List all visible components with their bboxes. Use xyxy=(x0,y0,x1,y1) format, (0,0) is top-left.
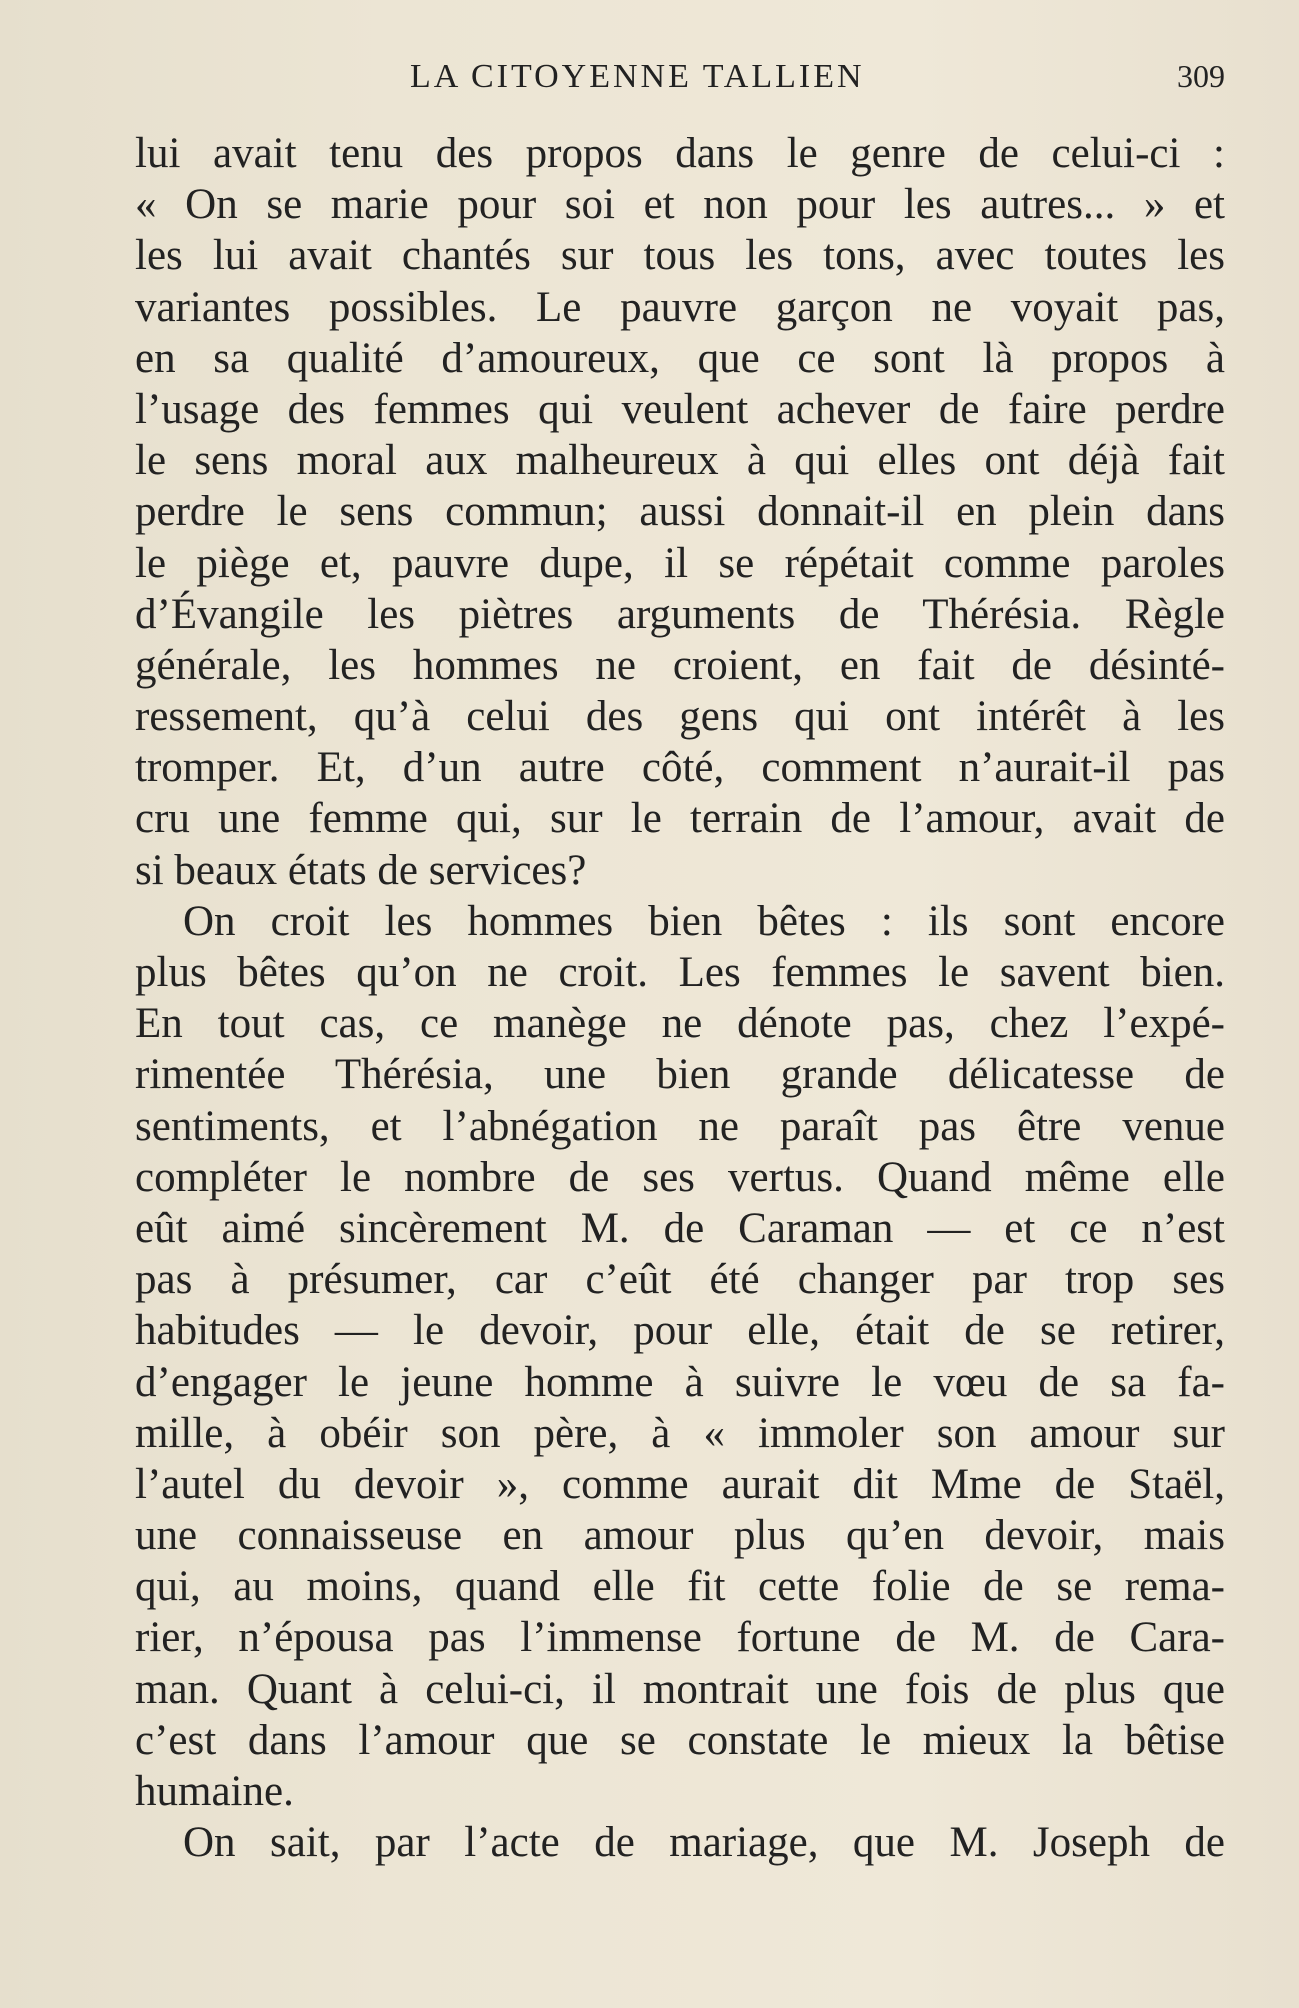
text-line: eût aimé sincèrement M. de Caraman — et ce n’est xyxy=(135,1204,1225,1252)
text-line: qui, au moins, quand elle fit cette folie de se rema- xyxy=(135,1563,1225,1611)
text-line: compléter le nombre de ses vertus. Quand même elle xyxy=(135,1153,1225,1201)
text-line: habitudes — le devoir, pour elle, était de se retirer, xyxy=(135,1307,1225,1355)
text-line: « On se marie pour soi et non pour les autres... » et xyxy=(135,181,1225,229)
text-line: sentiments, et l’abnégation ne paraît pas être venue xyxy=(135,1102,1225,1150)
text-line: les lui avait chantés sur tous les tons, avec toutes les xyxy=(135,232,1225,280)
text-line: d’Évangile les piètres arguments de Thérésia. Règle xyxy=(135,590,1225,638)
text-line: On croit les hommes bien bêtes : ils sont encore xyxy=(183,897,1225,945)
text-line: d’engager le jeune homme à suivre le vœu de sa fa- xyxy=(135,1358,1225,1406)
text-line: ressement, qu’à celui des gens qui ont intérêt à les xyxy=(135,693,1225,741)
text-line: le piège et, pauvre dupe, il se répétait comme paroles xyxy=(135,539,1225,587)
text-line: l’usage des femmes qui veulent achever de faire perdre xyxy=(135,385,1225,433)
page-number: 309 xyxy=(1177,58,1225,94)
text-line: perdre le sens commun; aussi donnait-il en plein dans xyxy=(135,488,1225,536)
text-line: générale, les hommes ne croient, en fait de désinté- xyxy=(135,641,1225,689)
text-line: cru une femme qui, sur le terrain de l’amour, avait de xyxy=(135,795,1225,843)
text-line: en sa qualité d’amoureux, que ce sont là propos à xyxy=(135,334,1225,382)
text-line: une connaisseuse en amour plus qu’en devoir, mais xyxy=(135,1512,1225,1560)
text-line: si beaux états de services? xyxy=(135,846,587,894)
text-line: tromper. Et, d’un autre côté, comment n’aurait-il pas xyxy=(135,744,1225,792)
text-line: man. Quant à celui-ci, il montrait une fois de plus que xyxy=(135,1665,1225,1713)
text-line: En tout cas, ce manège ne dénote pas, chez l’expé- xyxy=(135,1000,1225,1048)
text-line: l’autel du devoir », comme aurait dit Mme de Staël, xyxy=(135,1460,1225,1508)
text-line: lui avait tenu des propos dans le genre de celui-ci : xyxy=(135,130,1225,177)
text-line: c’est dans l’amour que se constate le mieux la bêtise xyxy=(135,1716,1225,1764)
text-line: pas à présumer, car c’eût été changer par trop ses xyxy=(135,1256,1225,1304)
text-line: mille, à obéir son père, à « immoler son amour sur xyxy=(135,1409,1225,1457)
text-line: variantes possibles. Le pauvre garçon ne voyait pas, xyxy=(135,283,1225,331)
text-line: le sens moral aux malheureux à qui elles ont déjà fait xyxy=(135,437,1225,485)
running-head xyxy=(140,58,1225,108)
text-line: humaine. xyxy=(135,1768,294,1815)
text-line: On sait, par l’acte de mariage, que M. Joseph de xyxy=(183,1819,1225,1867)
text-line: rier, n’épousa pas l’immense fortune de M. de Cara- xyxy=(135,1614,1225,1662)
text-line: plus bêtes qu’on ne croit. Les femmes le savent bien. xyxy=(135,949,1225,996)
running-title: LA CITOYENNE TALLIEN xyxy=(410,58,865,95)
text-line: rimentée Thérésia, une bien grande délicatesse de xyxy=(135,1051,1225,1099)
body-text xyxy=(135,128,1225,1868)
